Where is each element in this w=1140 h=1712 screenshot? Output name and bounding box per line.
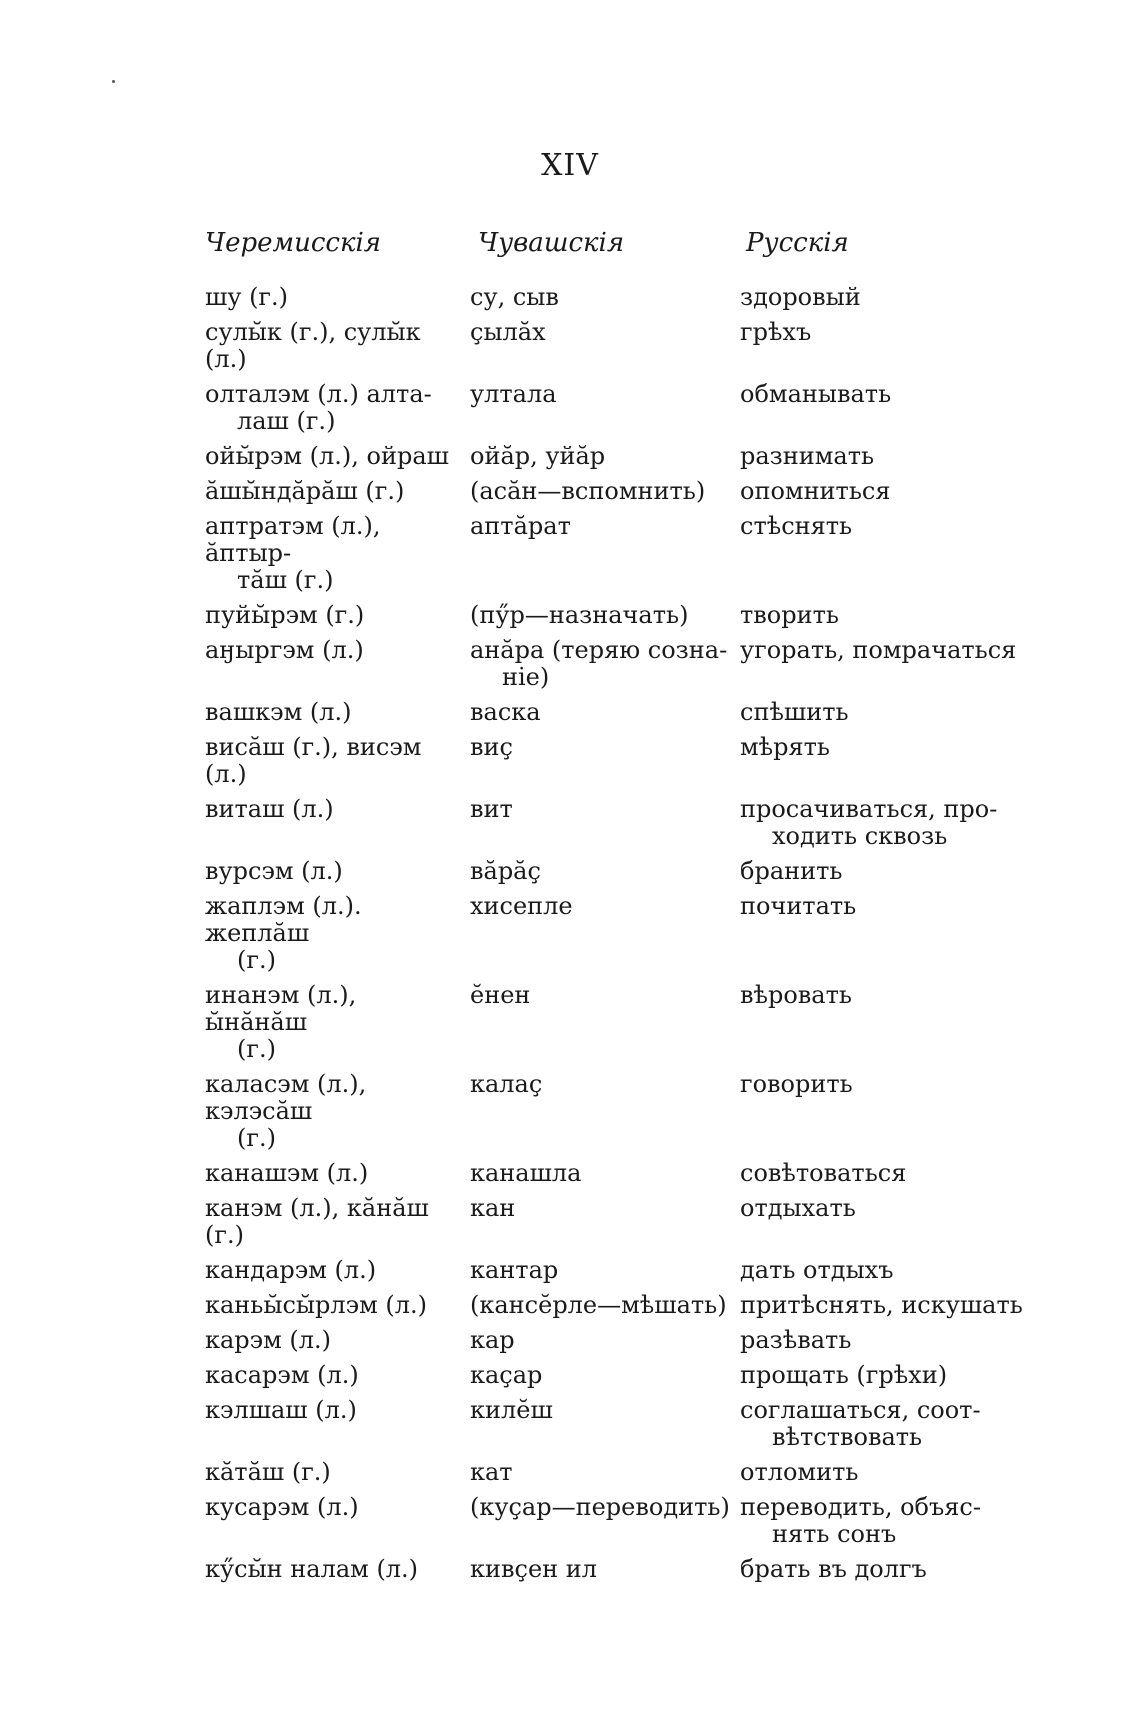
cell-chuvash <box>470 858 740 885</box>
cell-text: аптратэм (л.), ăптыр- <box>205 512 381 567</box>
cell-text: бранить <box>740 857 843 885</box>
cell-chuvash <box>470 1459 740 1486</box>
cell-text: брать въ долгъ <box>740 1555 927 1583</box>
cell-russian <box>740 858 1035 885</box>
table-row <box>205 796 1035 850</box>
cell-text: аӈыргэм (л.) <box>205 636 364 664</box>
cell-text: лаш (г.) <box>237 407 336 435</box>
table-row <box>205 1494 1035 1548</box>
table-row <box>205 1160 1035 1187</box>
cell-cheremis <box>205 699 470 726</box>
cell-cheremis <box>205 1362 470 1389</box>
cell-russian <box>740 1257 1035 1284</box>
table-row <box>205 381 1035 435</box>
cell-text: хисепле <box>470 892 573 920</box>
cell-text: (асăн—вспомнить) <box>470 477 706 505</box>
cell-text: каласэм (л.), кэлэсăш <box>205 1070 367 1125</box>
cell-text: ултала <box>470 380 557 408</box>
cell-text: отдыхать <box>740 1194 856 1222</box>
cell-text: вѣтствовать <box>772 1423 923 1451</box>
cell-text: мѣрять <box>740 733 830 761</box>
cell-text: сулы̆к (г.), сулы̆к (л.) <box>205 318 421 373</box>
table-row <box>205 284 1035 311</box>
cell-text: каньы̆сы̆рлэм (л.) <box>205 1291 427 1319</box>
cell-chuvash <box>470 319 740 373</box>
cell-text: кэлшаш (л.) <box>205 1396 357 1424</box>
table-row <box>205 478 1035 505</box>
cell-russian <box>740 381 1035 435</box>
cell-russian <box>740 1160 1035 1187</box>
cell-text: канашэм (л.) <box>205 1159 369 1187</box>
table-row <box>205 893 1035 974</box>
vocabulary-table <box>205 284 1035 1591</box>
table-row <box>205 319 1035 373</box>
cell-text: кандарэм (л.) <box>205 1256 377 1284</box>
cell-text: (кансĕрле—мѣшать) <box>470 1291 727 1319</box>
table-row <box>205 699 1035 726</box>
cell-text: виташ (л.) <box>205 795 334 823</box>
cell-text: (г.) <box>237 1035 276 1063</box>
cell-text: кусарэм (л.) <box>205 1493 359 1521</box>
cell-text: вăрăç <box>470 857 541 885</box>
cell-text: калаç <box>470 1070 543 1098</box>
cell-text: просачиваться, про- <box>740 795 998 823</box>
cell-russian <box>740 1459 1035 1486</box>
cell-russian <box>740 478 1035 505</box>
header-chuvash: Чувашскія <box>478 228 625 258</box>
cell-text: переводить, объяс- <box>740 1493 981 1521</box>
table-row <box>205 1556 1035 1583</box>
cell-text: пуйы̆рэм (г.) <box>205 601 365 629</box>
cell-text: ходить сквозь <box>772 822 948 850</box>
cell-text: виç <box>470 733 513 761</box>
cell-cheremis <box>205 443 470 470</box>
cell-cheremis <box>205 1327 470 1354</box>
cell-cheremis <box>205 381 470 435</box>
cell-cheremis <box>205 1459 470 1486</box>
cell-text: карэм (л.) <box>205 1326 332 1354</box>
cell-text: (г.) <box>237 1124 276 1152</box>
table-row <box>205 1195 1035 1249</box>
cell-russian <box>740 1494 1035 1548</box>
cell-text: ойăр, уйăр <box>470 442 606 470</box>
cell-cheremis <box>205 893 470 974</box>
cell-chuvash <box>470 637 740 691</box>
cell-text: нять сонъ <box>772 1520 897 1548</box>
cell-text: вѣровать <box>740 981 852 1009</box>
page-number: XIV <box>541 148 599 183</box>
cell-cheremis <box>205 1397 470 1451</box>
cell-text: почитать <box>740 892 857 920</box>
cell-chuvash <box>470 1556 740 1583</box>
header-russian: Русскія <box>746 228 849 258</box>
cell-text: отломить <box>740 1458 859 1486</box>
cell-text: притѣснять, искушать <box>740 1291 1023 1319</box>
cell-cheremis <box>205 1160 470 1187</box>
cell-text: разѣвать <box>740 1326 852 1354</box>
cell-text: дать отдыхъ <box>740 1256 894 1284</box>
cell-text: кан <box>470 1194 516 1222</box>
cell-russian <box>740 699 1035 726</box>
cell-chuvash <box>470 602 740 629</box>
cell-text: вит <box>470 795 513 823</box>
cell-text: грѣхъ <box>740 318 812 346</box>
cell-text: васка <box>470 698 541 726</box>
header-cheremis: Черемисскія <box>205 228 381 258</box>
cell-cheremis <box>205 796 470 850</box>
table-row <box>205 1327 1035 1354</box>
cell-text: опомниться <box>740 477 891 505</box>
cell-cheremis <box>205 284 470 311</box>
table-row <box>205 1362 1035 1389</box>
cell-chuvash <box>470 443 740 470</box>
table-row <box>205 602 1035 629</box>
cell-text: ойы̆рэм (л.), ойраш <box>205 442 449 470</box>
cell-russian <box>740 1327 1035 1354</box>
cell-cheremis <box>205 602 470 629</box>
cell-text: кăтăш (г.) <box>205 1458 331 1486</box>
cell-text: говорить <box>740 1070 853 1098</box>
cell-russian <box>740 513 1035 594</box>
cell-russian <box>740 1195 1035 1249</box>
cell-text: кӳсы̆н налам (л.) <box>205 1555 419 1583</box>
cell-chuvash <box>470 1195 740 1249</box>
cell-cheremis <box>205 1071 470 1152</box>
cell-text: аптăрат <box>470 512 571 540</box>
cell-russian <box>740 1556 1035 1583</box>
cell-text: висăш (г.), висэм (л.) <box>205 733 422 788</box>
cell-chuvash <box>470 284 740 311</box>
cell-chuvash <box>470 734 740 788</box>
cell-chuvash <box>470 796 740 850</box>
cell-text: (куçар—переводить) <box>470 1493 730 1521</box>
cell-russian <box>740 284 1035 311</box>
table-row <box>205 513 1035 594</box>
cell-text: творить <box>740 601 839 629</box>
table-row <box>205 858 1035 885</box>
cell-cheremis <box>205 1494 470 1548</box>
cell-chuvash <box>470 1362 740 1389</box>
cell-text: çылăх <box>470 318 546 346</box>
cell-text: (пӳр—назначать) <box>470 601 689 629</box>
cell-russian <box>740 319 1035 373</box>
cell-text: касарэм (л.) <box>205 1361 359 1389</box>
cell-cheremis <box>205 1257 470 1284</box>
cell-text: здоровый <box>740 283 861 311</box>
cell-cheremis <box>205 637 470 691</box>
table-row <box>205 1292 1035 1319</box>
cell-russian <box>740 1292 1035 1319</box>
cell-chuvash <box>470 1071 740 1152</box>
table-row <box>205 1257 1035 1284</box>
cell-cheremis <box>205 513 470 594</box>
cell-text: ĕнен <box>470 981 531 1009</box>
cell-text: кар <box>470 1326 515 1354</box>
cell-russian <box>740 1397 1035 1451</box>
cell-text: угорать, помрачаться <box>740 636 1017 664</box>
cell-russian <box>740 637 1035 691</box>
cell-text: канэм (л.), кăнăш (г.) <box>205 1194 429 1249</box>
cell-text: прощать (грѣхи) <box>740 1361 948 1389</box>
cell-text: кат <box>470 1458 513 1486</box>
table-row <box>205 1397 1035 1451</box>
cell-chuvash <box>470 1494 740 1548</box>
cell-chuvash <box>470 381 740 435</box>
cell-russian <box>740 443 1035 470</box>
cell-chuvash <box>470 513 740 594</box>
cell-text: каçар <box>470 1361 543 1389</box>
cell-text: тăш (г.) <box>237 566 334 594</box>
cell-cheremis <box>205 319 470 373</box>
cell-text: килĕш <box>470 1396 553 1424</box>
cell-text: обманывать <box>740 380 892 408</box>
cell-text: соглашаться, соот- <box>740 1396 981 1424</box>
table-row <box>205 734 1035 788</box>
cell-text: вашкэм (л.) <box>205 698 352 726</box>
cell-text: разнимать <box>740 442 875 470</box>
cell-chuvash <box>470 982 740 1063</box>
cell-text: олталэм (л.) алта- <box>205 380 432 408</box>
cell-text: шу (г.) <box>205 283 288 311</box>
cell-text: анăра (теряю созна- <box>470 636 728 664</box>
cell-russian <box>740 734 1035 788</box>
table-row <box>205 637 1035 691</box>
cell-text: жаплэм (л.). жеплăш <box>205 892 362 947</box>
cell-cheremis <box>205 1292 470 1319</box>
cell-text: канашла <box>470 1159 582 1187</box>
cell-text: ăшы̆ндăрăш (г.) <box>205 477 405 505</box>
cell-text: спѣшить <box>740 698 849 726</box>
cell-cheremis <box>205 478 470 505</box>
cell-russian <box>740 1071 1035 1152</box>
cell-text: (г.) <box>237 946 276 974</box>
cell-text: совѣтоваться <box>740 1159 907 1187</box>
table-row <box>205 443 1035 470</box>
cell-text: су, сыв <box>470 283 559 311</box>
stray-mark <box>112 80 115 83</box>
cell-chuvash <box>470 1292 740 1319</box>
cell-chuvash <box>470 478 740 505</box>
table-row <box>205 982 1035 1063</box>
cell-cheremis <box>205 982 470 1063</box>
cell-chuvash <box>470 699 740 726</box>
cell-chuvash <box>470 1160 740 1187</box>
cell-cheremis <box>205 1195 470 1249</box>
cell-russian <box>740 1362 1035 1389</box>
cell-text: ніе) <box>502 663 550 691</box>
column-headers <box>0 228 1140 268</box>
cell-text: инанэм (л.), ы̆нăнăш <box>205 981 357 1036</box>
cell-cheremis <box>205 734 470 788</box>
table-row <box>205 1459 1035 1486</box>
cell-text: стѣснять <box>740 512 853 540</box>
cell-text: вурсэм (л.) <box>205 857 343 885</box>
table-row <box>205 1071 1035 1152</box>
cell-cheremis <box>205 858 470 885</box>
cell-text: кантар <box>470 1256 559 1284</box>
cell-russian <box>740 796 1035 850</box>
cell-chuvash <box>470 1257 740 1284</box>
cell-chuvash <box>470 1397 740 1451</box>
cell-chuvash <box>470 893 740 974</box>
cell-russian <box>740 982 1035 1063</box>
cell-russian <box>740 893 1035 974</box>
cell-russian <box>740 602 1035 629</box>
cell-text: кивçен ил <box>470 1555 598 1583</box>
cell-cheremis <box>205 1556 470 1583</box>
cell-chuvash <box>470 1327 740 1354</box>
